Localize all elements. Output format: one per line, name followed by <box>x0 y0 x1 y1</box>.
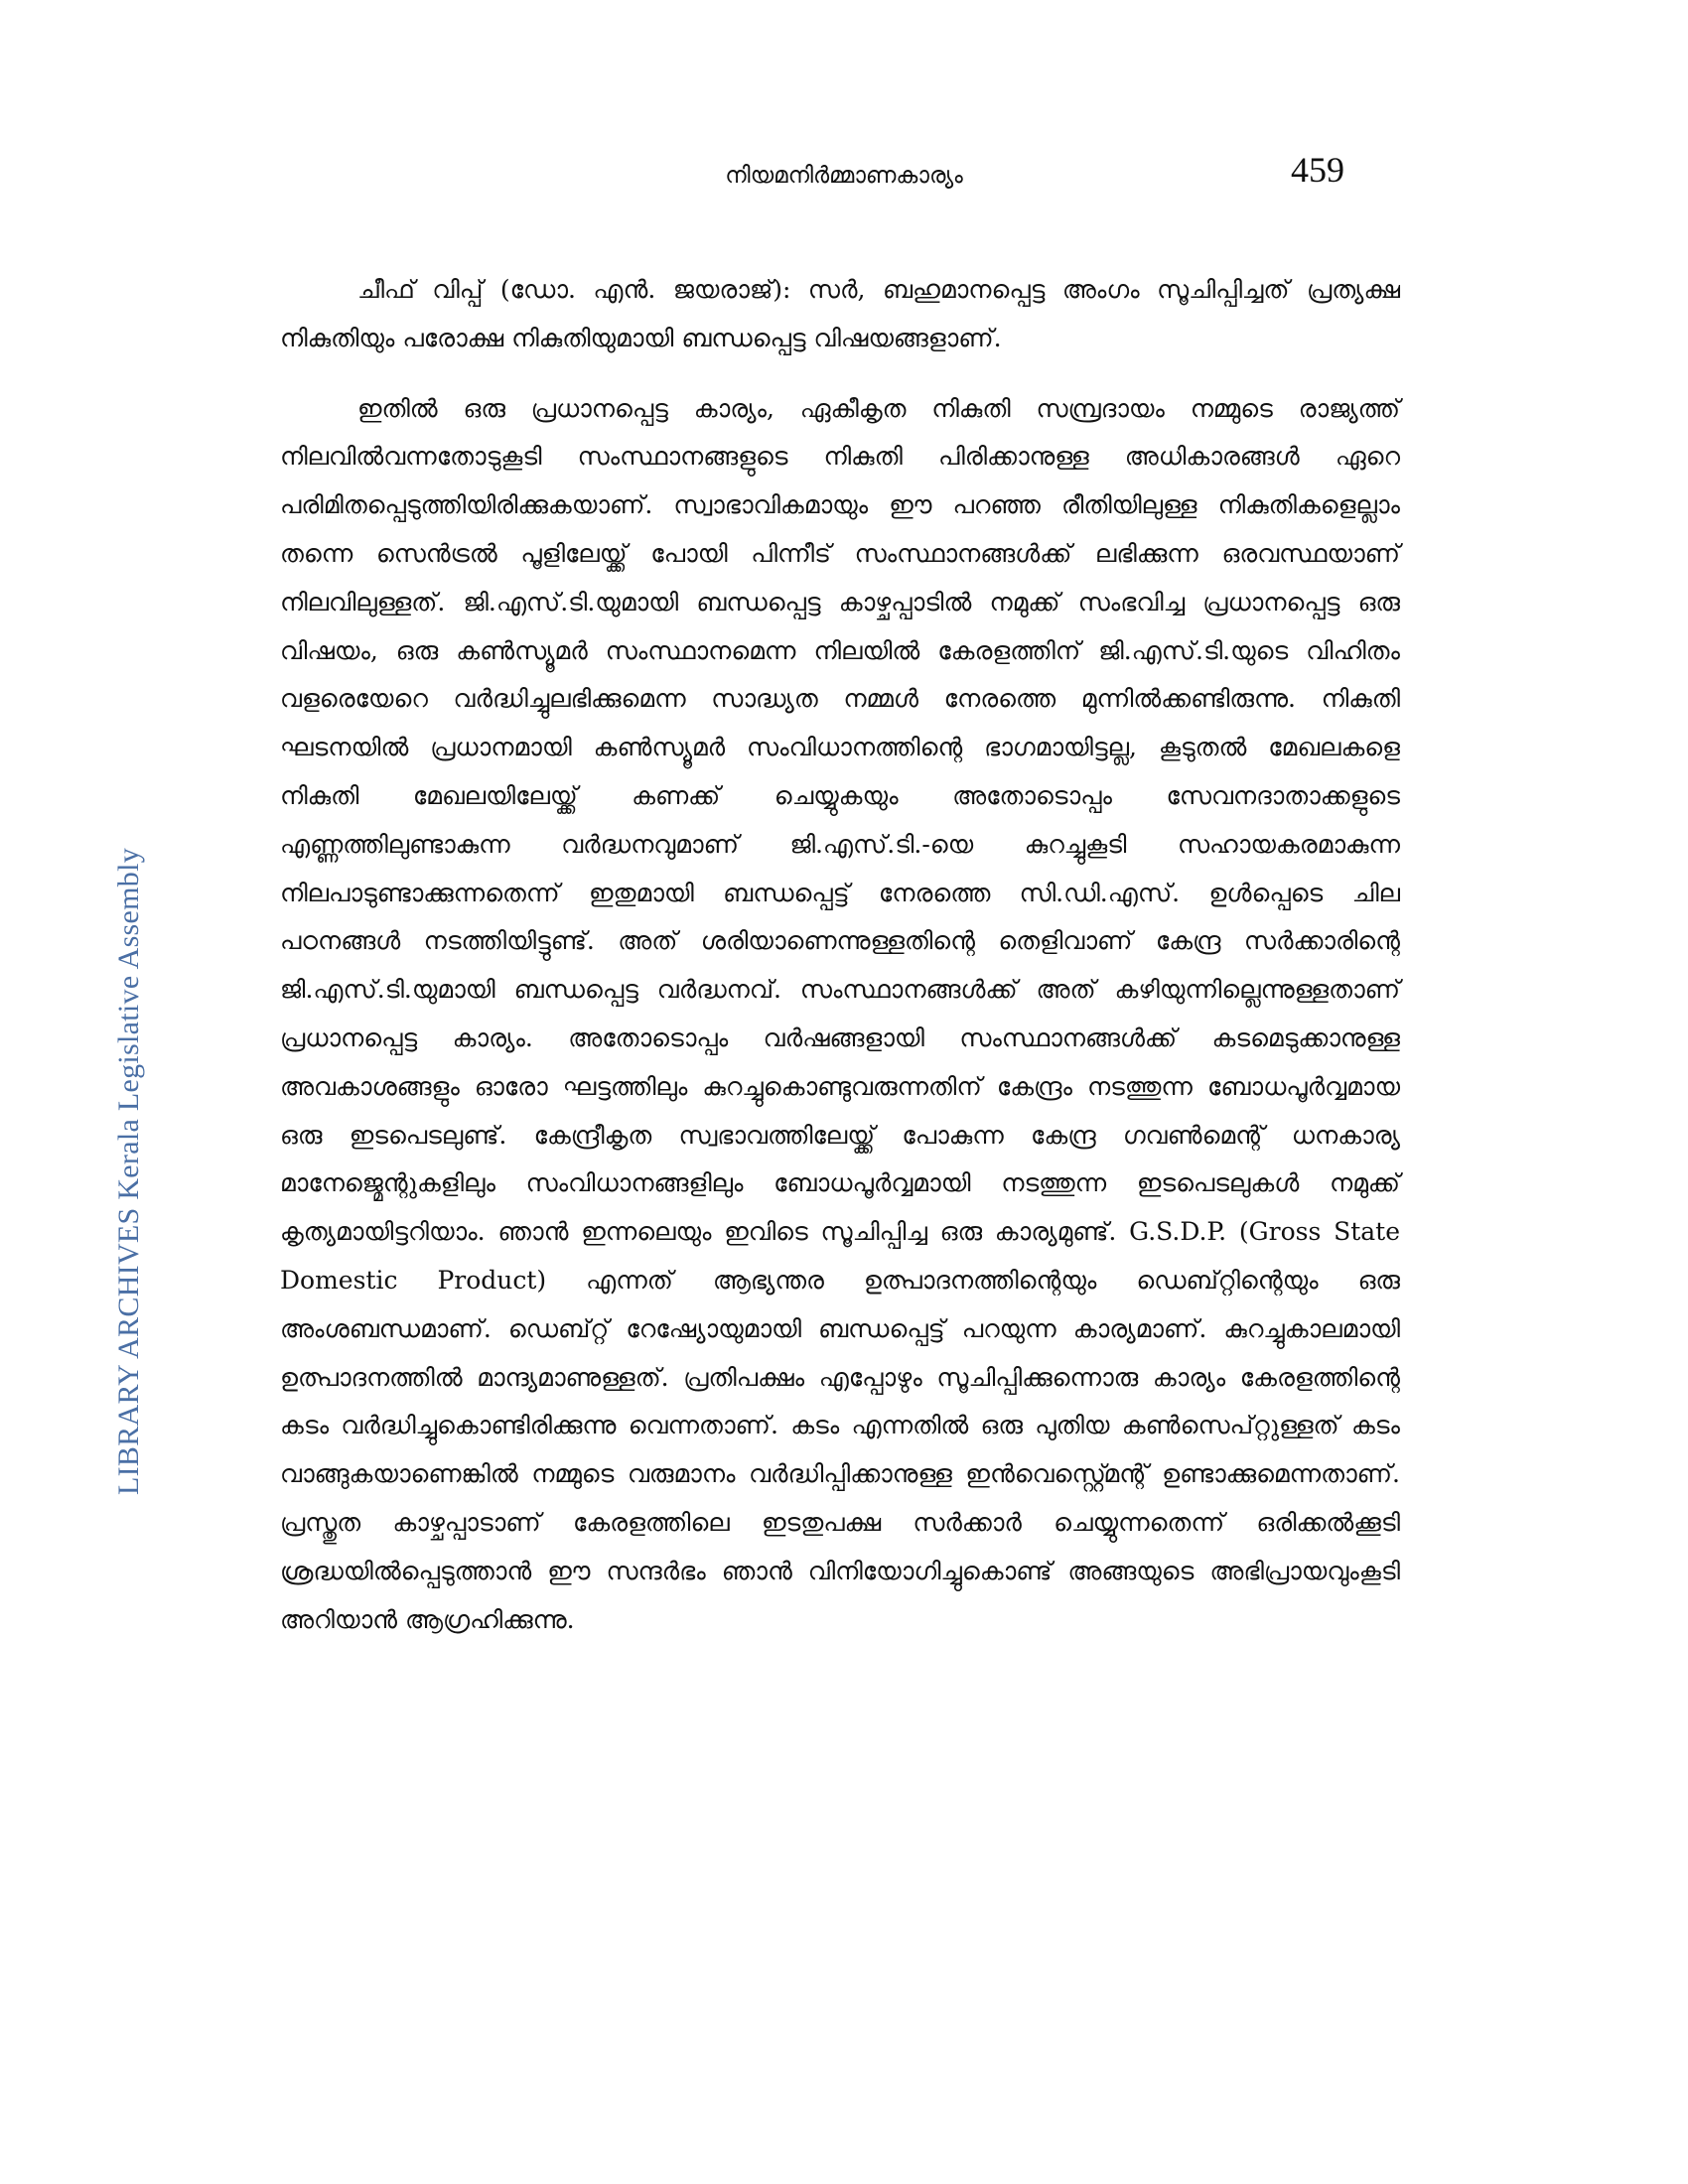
running-header <box>0 149 1688 208</box>
paragraph-2-text: ഇതിൽ ഒരു പ്രധാനപ്പെട്ട കാര്യം, ഏകീകൃത നികുതി സമ്പ്രദായം നമ്മുടെ രാജ്യത്ത് നിലവിൽവന്നതോടുകൂടി സംസ്ഥാനങ്ങളുടെ നികുതി പിരിക്കാനുള്ള അധികാരങ്ങൾ ഏറെ പരിമിതപ്പെടുത്തിയിരിക്കുകയാണ്. സ്വാഭാവികമായും ഈ പറഞ്ഞ രീതിയിലുള്ള നികുതികളെല്ലാം തന്നെ സെൻട്രൽ പൂളിലേയ്ക്ക് പോയി പിന്നീട് സംസ്ഥാനങ്ങൾക്ക് ലഭിക്കുന്ന ഒരവസ്ഥയാണ് നിലവിലുള്ളത്. ജി.എസ്.ടി.യുമായി ബന്ധപ്പെട്ട കാഴ്ചപ്പാടിൽ നമുക്ക് സംഭവിച്ച പ്രധാനപ്പെട്ട ഒരു വിഷയം, ഒരു കൺസ്യൂമർ സംസ്ഥാനമെന്ന നിലയിൽ കേരളത്തിന് ജി.എസ്.ടി.യുടെ വിഹിതം വളരെയേറെ വർദ്ധിച്ചുലഭിക്കുമെന്ന സാദ്ധ്യത നമ്മൾ നേരത്തെ മുന്നിൽക്കണ്ടിരുന്നു. നികുതി ഘടനയിൽ പ്രധാനമായി കൺസ്യൂമർ സംവിധാനത്തിന്റെ ഭാഗമായിട്ടല്ല, കൂടുതൽ മേഖലകളെ നികുതി മേഖലയിലേയ്ക്ക് കണക്ക് ചെയ്യുകയും അതോടൊപ്പം സേവനദാതാക്കളുടെ എണ്ണത്തിലുണ്ടാകുന്ന വർദ്ധനവുമാണ് ജി.എസ്.ടി.-യെ കുറച്ചുകൂടി സഹായകരമാകുന്ന നിലപാടുണ്ടാക്കുന്നതെന്ന് ഇതുമായി ബന്ധപ്പെട്ട് നേരത്തെ സി.ഡി.എസ്. ഉൾപ്പെടെ ചില പഠനങ്ങൾ നടത്തിയിട്ടുണ്ട്. അത് ശരിയാണെന്നുള്ളതിന്റെ തെളിവാണ് കേന്ദ്ര സർക്കാരിന്റെ ജി.എസ്.ടി.യുമായി ബന്ധപ്പെട്ട വർദ്ധനവ്. സംസ്ഥാനങ്ങൾക്ക് അത് കഴിയുന്നില്ലെന്നുള്ളതാണ് പ്രധാനപ്പെട്ട കാര്യം. അതോടൊപ്പം വർഷങ്ങളായി സംസ്ഥാനങ്ങൾക്ക് കടമെടുക്കാനുള്ള അവകാശങ്ങളും ഓരോ ഘട്ടത്തിലും കുറച്ചുകൊണ്ടുവരുന്നതിന് കേന്ദ്രം നടത്തുന്ന ബോധപൂർവ്വമായ ഒരു ഇടപെടലുണ്ട്. കേന്ദ്രീകൃത സ്വഭാവത്തിലേയ്ക്ക് പോകുന്ന കേന്ദ്ര ഗവൺമെന്റ് ധനകാര്യ മാനേജ്മെന്റുകളിലും സംവിധാനങ്ങളിലും ബോധപൂർവ്വമായി നടത്തുന്ന ഇടപെടലുകൾ നമുക്ക് കൃത്യമായിട്ടറിയാം. ഞാൻ ഇന്നലെയും ഇവിടെ സൂചിപ്പിച്ച ഒരു കാര്യമുണ്ട്. G.S.D.P. (Gross State Domestic Product) എന്നത് ആഭ്യന്തര ഉത്പാദനത്തിന്റെയും ഡെബ്റ്റിന്റെയും ഒരു അംശബന്ധമാണ്. ഡെബ്റ്റ് റേഷ്യോയുമായി ബന്ധപ്പെട്ട് പറയുന്ന കാര്യമാണ്. കുറച്ചുകാലമായി ഉത്പാദനത്തിൽ മാന്ദ്യമാണുള്ളത്. പ്രതിപക്ഷം എപ്പോഴും സൂചിപ്പിക്കുന്നൊരു കാര്യം കേരളത്തിന്റെ കടം വർദ്ധിച്ചുകൊണ്ടിരിക്കുന്നു വെന്നതാണ്. കടം എന്നതിൽ ഒരു പുതിയ കൺസെപ്റ്റുള്ളത് കടം വാങ്ങുകയാണെങ്കിൽ നമ്മുടെ വരുമാനം വർദ്ധിപ്പിക്കാനുള്ള ഇൻവെസ്റ്റ്മെന്റ് ഉണ്ടാക്കുമെന്നതാണ്. പ്രസ്തുത കാഴ്ചപ്പാടാണ് കേരളത്തിലെ ഇടതുപക്ഷ സർക്കാർ ചെയ്യുന്നതെന്ന് ഒരിക്കൽക്കൂടി ശ്രദ്ധയിൽപ്പെടുത്താൻ ഈ സന്ദർഭം ഞാൻ വിനിയോഗിച്ചുകൊണ്ട് അങ്ങയുടെ അഭിപ്രായവുംകൂടി അറിയാൻ ആഗ്രഹിക്കുന്നു. <box>280 393 1400 1634</box>
watermark-text: LIBRARY ARCHIVES Kerala Legislative Assembly <box>112 847 145 1496</box>
body-text <box>280 266 1400 1644</box>
paragraph-1-text: സർ, ബഹുമാനപ്പെട്ട അംഗം സൂചിപ്പിച്ചത് പ്രത്യക്ഷ നികുതിയും പരോക്ഷ നികുതിയുമായി ബന്ധപ്പെട്ട വിഷയങ്ങളാണ്. <box>280 275 1400 352</box>
paragraph-2 <box>280 385 1400 1645</box>
paragraph-1 <box>280 266 1400 363</box>
header-title: നിയമനിർമ്മാണകാര്യം <box>725 163 963 189</box>
page-number: 459 <box>1291 150 1344 190</box>
speaker-label: ചീഫ് വിപ്പ് (ഡോ. എൻ. ജയരാജ്): <box>357 275 791 304</box>
